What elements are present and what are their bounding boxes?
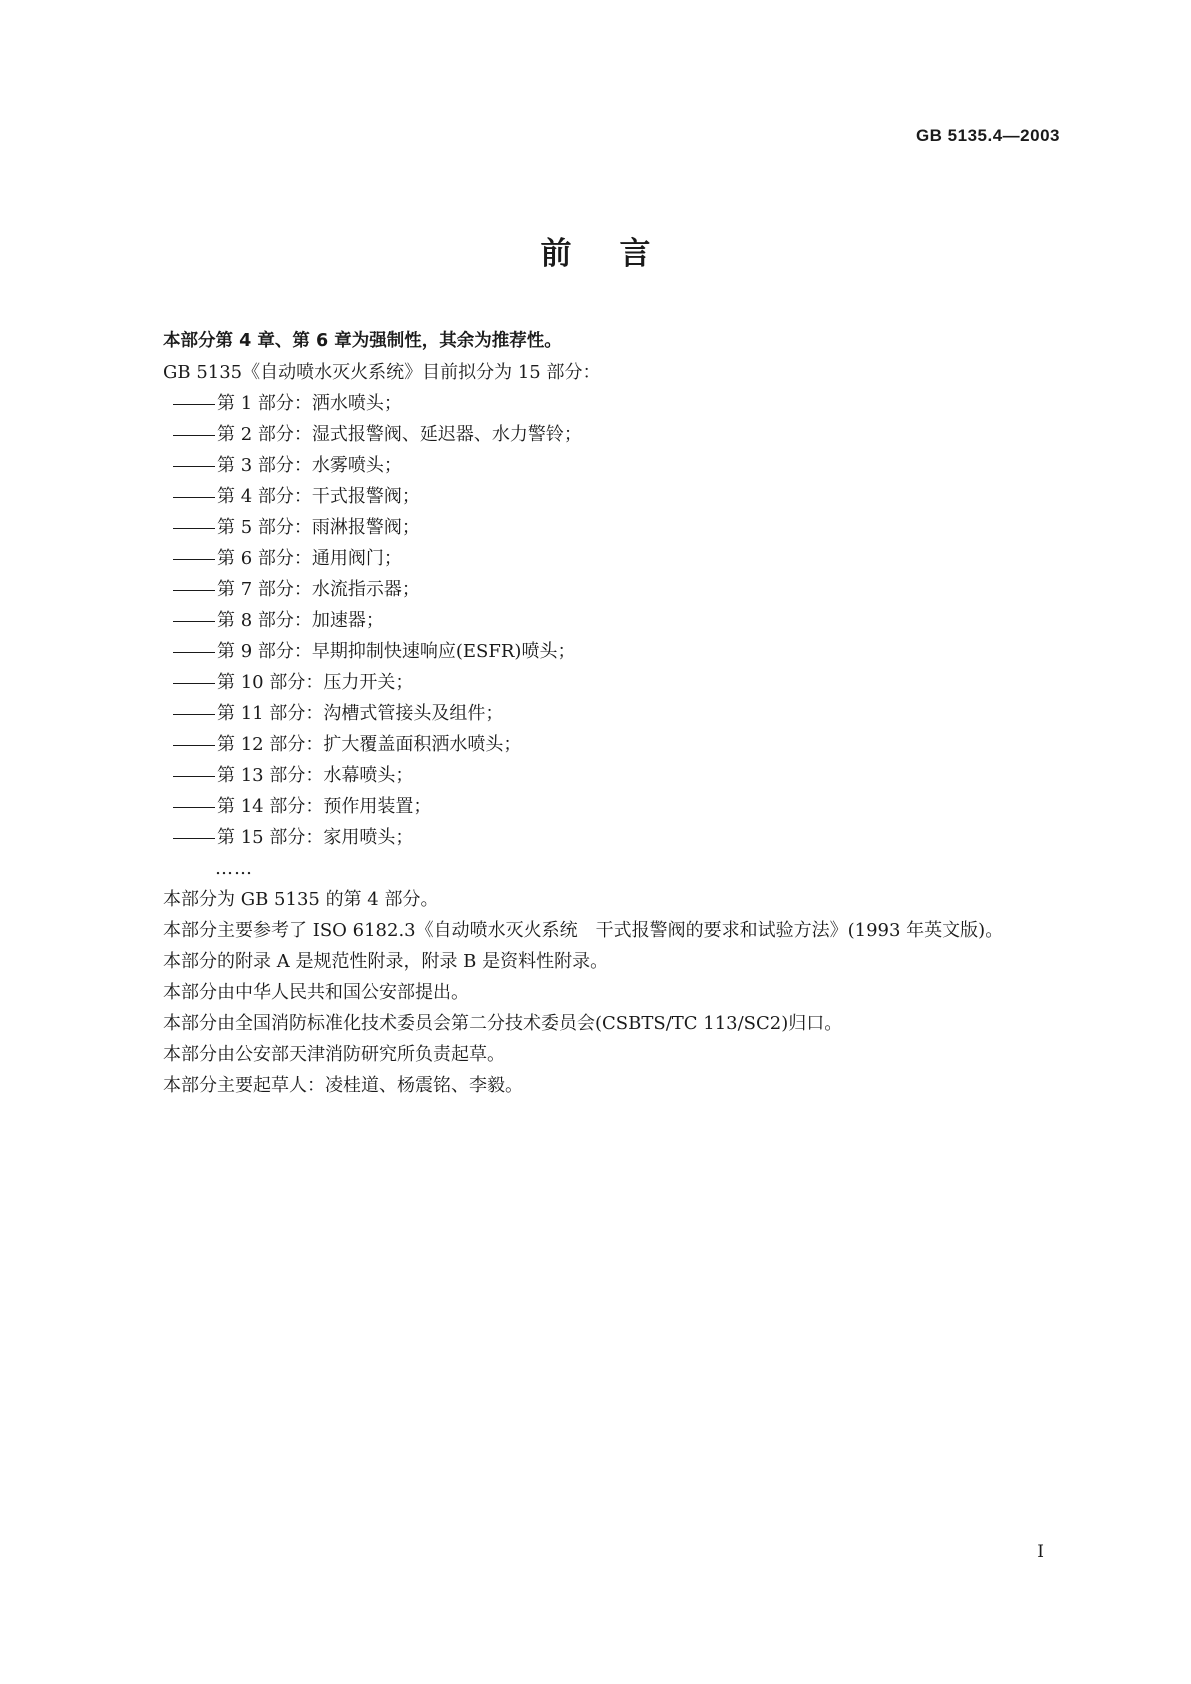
list-item-label: 第 9 部分：早期抑制快速响应(ESFR)喷头； — [217, 641, 576, 662]
list-item — [121, 388, 1061, 419]
list-item-label: 第 8 部分：加速器； — [217, 610, 384, 631]
dash-mark — [173, 714, 215, 715]
page-title: 前言 — [540, 236, 699, 272]
list-item-label: 第 13 部分：水幕喷头； — [217, 765, 414, 786]
dash-mark — [173, 497, 215, 498]
list-item — [121, 481, 1061, 512]
standard-code: GB 5135.4—2003 — [915, 126, 1060, 145]
list-item-label: 第 14 部分：预作用装置； — [217, 796, 432, 817]
dash-mark — [173, 528, 215, 529]
list-item — [121, 605, 1061, 636]
dash-mark — [173, 745, 215, 746]
list-item — [121, 760, 1061, 791]
list-item-label: 第 4 部分：干式报警阀； — [217, 486, 420, 507]
list-item-label: 第 5 部分：雨淋报警阀； — [217, 517, 420, 538]
closing-paragraph: 本部分由全国消防标准化技术委员会第二分技术委员会(CSBTS/TC 113/SC2)归口。 — [163, 1013, 843, 1034]
dash-mark — [173, 652, 215, 653]
closing-paragraph: 本部分的附录 A 是规范性附录，附录 B 是资料性附录。 — [163, 951, 609, 972]
list-item — [121, 543, 1061, 574]
list-item-label: 第 15 部分：家用喷头； — [217, 827, 414, 848]
list-item-label: 第 7 部分：水流指示器； — [217, 579, 420, 600]
list-item — [121, 636, 1061, 667]
list-item-label: 第 11 部分：沟槽式管接头及组件； — [217, 703, 504, 724]
dash-mark — [173, 559, 215, 560]
list-item — [121, 729, 1061, 760]
dash-mark — [173, 838, 215, 839]
list-item — [121, 822, 1061, 853]
closing-paragraph: 本部分为 GB 5135 的第 4 部分。 — [163, 889, 439, 910]
dash-mark — [173, 466, 215, 467]
list-item — [121, 419, 1061, 450]
dash-mark — [173, 435, 215, 436]
dash-mark — [173, 404, 215, 405]
closing-paragraph: 本部分由中华人民共和国公安部提出。 — [163, 982, 469, 1003]
dash-mark — [173, 590, 215, 591]
closing-paragraph: 本部分主要参考了 ISO 6182.3《自动喷水灭火系统 干式报警阀的要求和试验方法》(1993 年英文版)。 — [163, 920, 1004, 941]
dash-mark — [173, 807, 215, 808]
list-item-label: 第 10 部分：压力开关； — [217, 672, 414, 693]
list-item — [121, 667, 1061, 698]
closing-paragraph: 本部分主要起草人：凌桂道、杨震铭、李毅。 — [163, 1075, 523, 1096]
page-number: I — [1037, 1542, 1044, 1562]
closing-paragraph: 本部分由公安部天津消防研究所负责起草。 — [163, 1044, 505, 1065]
dash-mark — [173, 683, 215, 684]
list-item — [121, 791, 1061, 822]
parts-list — [121, 388, 1061, 853]
intro-paragraph: GB 5135《自动喷水灭火系统》目前拟分为 15 部分： — [163, 362, 601, 383]
list-item — [121, 450, 1061, 481]
dash-mark — [173, 776, 215, 777]
list-item — [121, 574, 1061, 605]
list-item — [121, 698, 1061, 729]
foreword-body — [121, 326, 1061, 1101]
list-item — [121, 512, 1061, 543]
list-item-label: 第 1 部分：洒水喷头； — [217, 393, 402, 414]
list-ellipsis: …… — [215, 858, 253, 879]
dash-mark — [173, 621, 215, 622]
mandatory-statement: 本部分第 4 章、第 6 章为强制性，其余为推荐性。 — [163, 331, 562, 351]
list-item-label: 第 2 部分：湿式报警阀、延迟器、水力警铃； — [217, 424, 582, 445]
list-item-label: 第 6 部分：通用阀门； — [217, 548, 402, 569]
list-item-label: 第 3 部分：水雾喷头； — [217, 455, 402, 476]
list-item-label: 第 12 部分：扩大覆盖面积洒水喷头； — [217, 734, 522, 755]
